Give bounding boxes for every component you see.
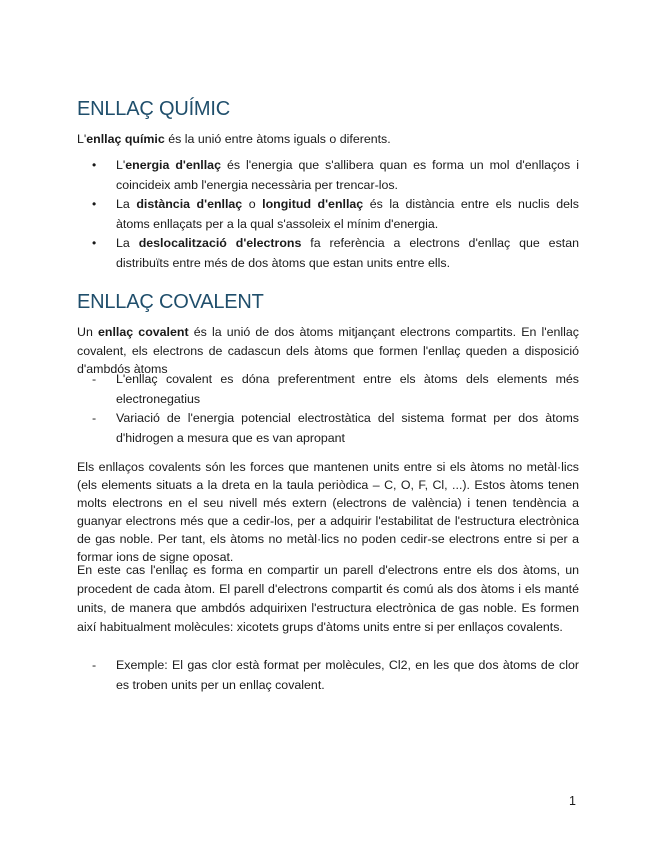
dash-marker: -: [92, 372, 97, 386]
bold-term: longitud d'enllaç: [262, 197, 364, 211]
bold-term: distància d'enllaç: [136, 197, 243, 211]
text: fa referència a electrons d'enllaç que estan distribuïts entre més de dos àtoms que estan units entre ells.: [116, 236, 579, 270]
paragraph-covalent-forces: Els enllaços covalents són les forces que mantenen units entre si els àtoms no metàl·lics (els elements situats a la dreta en la taula periòdica – C, O, F, Cl, ...). Estos àtoms tenen molts electrons en el seu nivell més extern (electrons de valència) i tenen tendència a guanyar electrons més que a cedir-los, per a adquirir l'estabilitat de l'estructura electrònica de gas noble. Per tant, els àtoms no metàl·lics no poden cedir-se electrons entre si per a formar ions de signe oposat.: [77, 460, 579, 564]
covalent-dash-list: [77, 370, 579, 448]
list-item: [77, 656, 579, 695]
bold-term: enllaç químic: [86, 132, 165, 146]
paragraph-shared-pair: En este cas l'enllaç es forma en compartir un parell d'electrons entre els dos àtoms, un procedent de cada àtom. El parell d'electrons compartit és comú als dos àtoms i els manté units, de manera que ambdós adquirixen l'estructura electrònica de gas noble. Es formen així habitualment molècules: xicotets grups d'àtoms units entre si per enllaços covalents.: [77, 563, 579, 634]
page-number: 1: [569, 794, 576, 808]
list-item: [77, 234, 579, 273]
text: L'enllaç covalent es dóna preferentment entre els àtoms dels elements més electronegatius: [116, 372, 579, 406]
heading-enllac-quimic: ENLLAÇ QUÍMIC: [77, 98, 230, 120]
bullet-icon: •: [92, 158, 97, 172]
text: o: [242, 197, 263, 211]
list-item: [77, 195, 579, 234]
text: és la unió entre àtoms iguals o diferents.: [164, 132, 391, 146]
text: La: [116, 236, 139, 250]
list-item: [77, 409, 579, 448]
bold-term: enllaç covalent: [98, 325, 189, 339]
bullet-icon: •: [92, 236, 97, 250]
list-item: [77, 370, 579, 409]
text: La: [116, 197, 137, 211]
text: Variació de l'energia potencial electrostàtica del sistema format per dos àtoms d'hidrogen a mesura que es van apropant: [116, 411, 579, 445]
text: és la unió de dos àtoms mitjançant electrons compartits. En l'enllaç covalent, els electrons de cadascun dels àtoms que formen l'enllaç queden a disposició d'ambdós àtoms: [77, 325, 579, 376]
example-list: [77, 656, 579, 695]
text: és l'energia que s'allibera quan es forma un mol d'enllaços i coincideix amb l'energia necessària per trencar-los.: [116, 158, 579, 192]
text: L': [77, 132, 87, 146]
text: L': [116, 158, 126, 172]
text: és la distància entre els nuclis dels àtoms enllaçats per a la qual s'assoleix el mínim d'energia.: [116, 197, 579, 231]
bullet-icon: •: [92, 197, 97, 211]
definitions-list: [77, 156, 579, 273]
dash-marker: -: [92, 411, 97, 425]
heading-enllac-covalent: ENLLAÇ COVALENT: [77, 291, 264, 313]
bold-term: energia d'enllaç: [125, 158, 221, 172]
dash-marker: -: [92, 658, 97, 672]
list-item: [77, 156, 579, 195]
intro-enllac-quimic: [77, 130, 579, 149]
text: Exemple: El gas clor està format per molècules, Cl2, en les que dos àtoms de clor es troben units per un enllaç covalent.: [116, 658, 579, 692]
bold-term: deslocalització d'electrons: [138, 236, 302, 250]
text: Un: [77, 325, 99, 339]
